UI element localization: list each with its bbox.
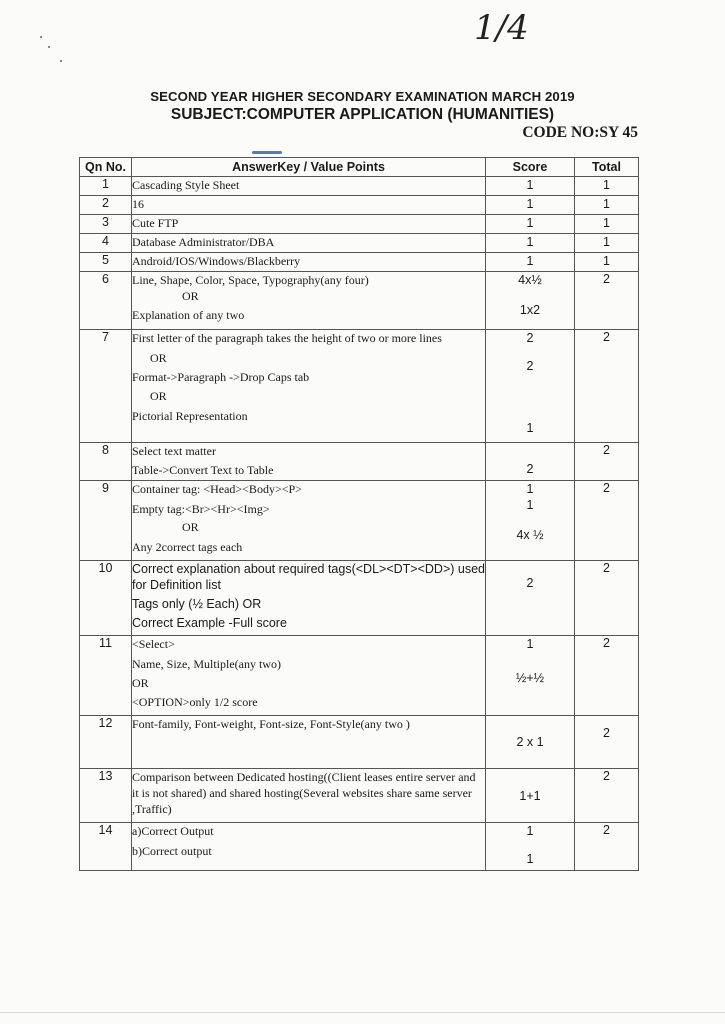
answer-cell: Android/IOS/Windows/Blackberry	[132, 253, 486, 272]
score-cell: 1	[486, 253, 575, 272]
total-cell: 2	[575, 716, 639, 769]
score-cell: 1	[486, 234, 575, 253]
total-cell: 2	[575, 272, 639, 330]
answer-cell: Cascading Style Sheet	[132, 177, 486, 196]
answer-cell	[132, 716, 486, 769]
subject-title: SUBJECT:COMPUTER APPLICATION (HUMANITIES)	[170, 106, 555, 123]
answer-line: Tags only (½ Each) OR	[132, 597, 262, 611]
score-cell: 1	[486, 196, 575, 215]
score-value: 1	[526, 482, 534, 496]
table-row	[80, 481, 639, 561]
answer-cell	[132, 330, 486, 443]
or-label: OR	[182, 520, 199, 534]
answer-line: Empty tag:<Br><Hr><Img>	[132, 502, 270, 516]
score-value: 1	[526, 421, 534, 435]
table-row	[80, 443, 639, 481]
total-cell: 2	[575, 481, 639, 561]
qn-cell: 3	[80, 215, 132, 234]
qn-cell: 5	[80, 253, 132, 272]
total-cell: 1	[575, 177, 639, 196]
total-cell: 2	[575, 636, 639, 716]
score-cell	[486, 561, 575, 636]
answer-cell	[132, 769, 486, 823]
scan-speck	[60, 60, 62, 62]
answer-line: Any 2correct tags each	[132, 540, 243, 554]
table-row	[80, 561, 639, 636]
or-label: OR	[150, 351, 167, 365]
answer-cell	[132, 636, 486, 716]
table-row	[80, 823, 639, 871]
score-cell	[486, 716, 575, 769]
qn-cell: 4	[80, 234, 132, 253]
answer-line: Table->Convert Text to Table	[132, 463, 274, 477]
score-value: 2	[526, 576, 534, 590]
score-value: 2	[526, 331, 534, 345]
answer-key-table	[79, 157, 639, 871]
table-row	[80, 330, 639, 443]
score-cell: 1	[486, 177, 575, 196]
answer-cell: Cute FTP	[132, 215, 486, 234]
answer-line: Name, Size, Multiple(any two)	[132, 657, 281, 671]
score-value: 1	[526, 852, 534, 866]
answer-line: Correct Example -Full score	[132, 616, 287, 630]
qn-cell: 7	[80, 330, 132, 443]
total-cell: 1	[575, 215, 639, 234]
scan-edge-line	[0, 1012, 725, 1013]
scan-speck	[48, 46, 50, 48]
score-cell	[486, 823, 575, 871]
score-value: 2 x 1	[516, 735, 544, 749]
total-cell: 2	[575, 330, 639, 443]
score-value: 2	[526, 359, 534, 373]
score-cell	[486, 443, 575, 481]
answer-line: Format->Paragraph ->Drop Caps tab	[132, 370, 310, 384]
score-value: 4x½	[518, 273, 542, 287]
table-row	[80, 769, 639, 823]
qn-cell: 11	[80, 636, 132, 716]
col-header-answer: AnswerKey / Value Points	[132, 158, 486, 177]
answer-line: Comparison between Dedicated hosting((Client leases entire server and it is not shared) and shared hosting(Several websites share same server ,Traffic)	[132, 770, 476, 816]
answer-cell	[132, 443, 486, 481]
qn-cell: 10	[80, 561, 132, 636]
score-value: 1	[526, 824, 534, 838]
score-value: 1	[526, 637, 534, 651]
exam-title: SECOND YEAR HIGHER SECONDARY EXAMINATION MARCH 2019	[150, 89, 575, 104]
table-row	[80, 177, 639, 196]
score-value: 1x2	[519, 303, 541, 317]
answer-cell	[132, 481, 486, 561]
total-cell: 2	[575, 443, 639, 481]
answer-cell	[132, 823, 486, 871]
answer-line: b)Correct output	[132, 844, 212, 858]
table-row	[80, 234, 639, 253]
total-cell: 1	[575, 234, 639, 253]
answer-cell: 16	[132, 196, 486, 215]
score-value: 2	[526, 462, 534, 476]
answer-line: Explanation of any two	[132, 308, 245, 322]
qn-cell: 8	[80, 443, 132, 481]
answer-line: Container tag: <Head><Body><P>	[132, 482, 302, 496]
table-row	[80, 196, 639, 215]
col-header-score: Score	[486, 158, 575, 177]
qn-cell: 14	[80, 823, 132, 871]
table-row	[80, 716, 639, 769]
answer-line: Font-family, Font-weight, Font-size, Font-Style(any two )	[132, 717, 410, 731]
qn-cell: 6	[80, 272, 132, 330]
total-cell: 1	[575, 196, 639, 215]
answer-cell: Database Administrator/DBA	[132, 234, 486, 253]
qn-cell: 2	[80, 196, 132, 215]
col-header-qn: Qn No.	[80, 158, 132, 177]
qn-cell: 1	[80, 177, 132, 196]
score-value: ½+½	[515, 671, 545, 685]
score-value: 1	[526, 498, 534, 512]
answer-line: Select text matter	[132, 444, 216, 458]
table-row	[80, 272, 639, 330]
score-cell	[486, 481, 575, 561]
answer-line: Pictorial Representation	[132, 409, 248, 423]
answer-line: Correct explanation about required tags(<DL><DT><DD>) used for Definition list	[132, 562, 485, 592]
or-label: OR	[182, 289, 199, 303]
qn-cell: 12	[80, 716, 132, 769]
total-cell: 1	[575, 253, 639, 272]
total-cell: 2	[575, 561, 639, 636]
total-cell: 2	[575, 823, 639, 871]
score-cell	[486, 636, 575, 716]
or-label: OR	[132, 676, 149, 690]
pen-stroke-mark	[252, 151, 282, 154]
score-cell: 1	[486, 215, 575, 234]
table-row	[80, 215, 639, 234]
score-cell	[486, 272, 575, 330]
code-number: CODE NO:SY 45	[522, 124, 638, 141]
answer-line: First letter of the paragraph takes the height of two or more lines	[132, 331, 442, 345]
score-value: 1+1	[519, 788, 541, 803]
answer-line: Line, Shape, Color, Space, Typography(any four)	[132, 273, 369, 287]
or-label: OR	[150, 389, 167, 403]
table-header-row	[80, 158, 639, 177]
answer-cell	[132, 272, 486, 330]
total-cell: 2	[575, 769, 639, 823]
table-row	[80, 253, 639, 272]
answer-line: <Select>	[132, 637, 175, 651]
score-value: 4x ½	[516, 528, 544, 542]
qn-cell: 9	[80, 481, 132, 561]
col-header-total: Total	[575, 158, 639, 177]
handwritten-page-number: 1/4	[474, 8, 529, 48]
answer-cell	[132, 561, 486, 636]
answer-line: <OPTION>only 1/2 score	[132, 695, 258, 709]
table-row	[80, 636, 639, 716]
score-cell	[486, 769, 575, 823]
answer-line: a)Correct Output	[132, 824, 214, 838]
qn-cell: 13	[80, 769, 132, 823]
score-cell	[486, 330, 575, 443]
scan-speck	[40, 36, 42, 38]
